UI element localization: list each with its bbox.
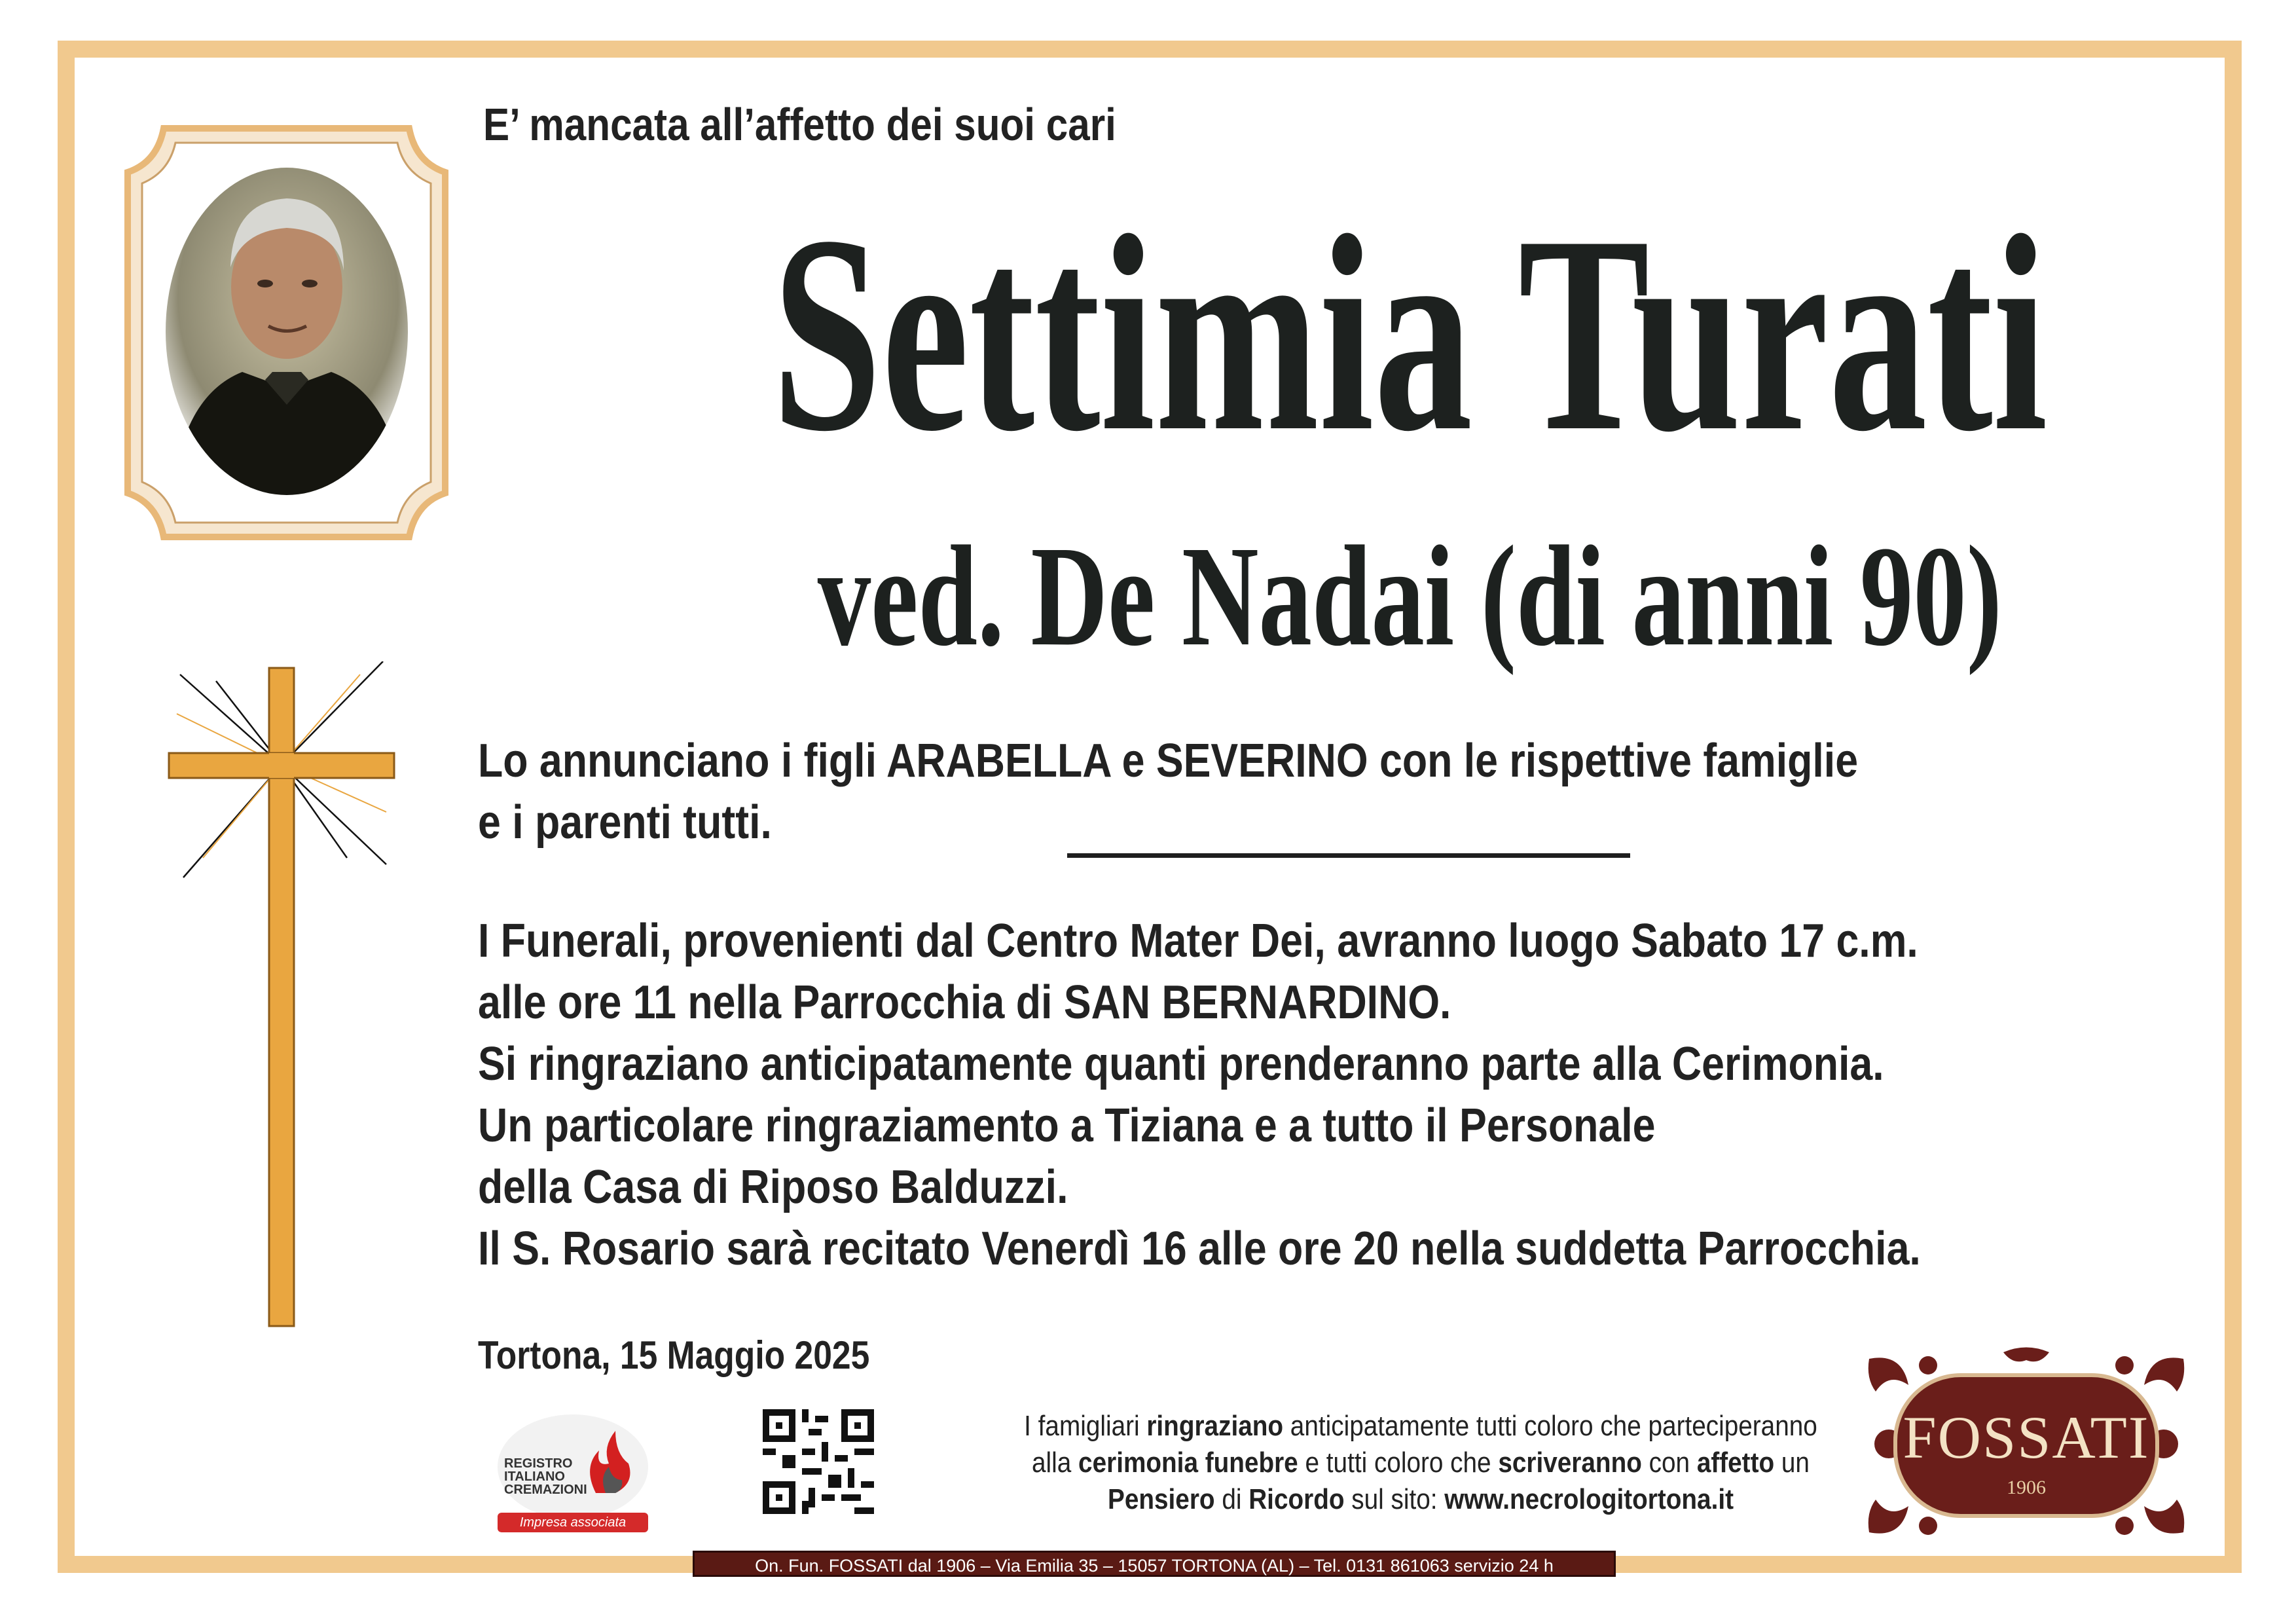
portrait-photo xyxy=(118,123,455,542)
deceased-subtitle: ved. De Nadai (di anni 90) xyxy=(817,516,2002,676)
registry-line: CREMAZIONI xyxy=(504,1483,587,1497)
brand-name: FOSSATI xyxy=(1903,1404,2150,1471)
announcement-line-2: e i parenti tutti. xyxy=(478,796,772,849)
registry-line: ITALIANO xyxy=(504,1469,565,1484)
deceased-name: Settimia Turati xyxy=(772,178,2048,490)
cross-icon xyxy=(164,661,399,1329)
brand-year: 1906 xyxy=(2007,1477,2046,1498)
divider xyxy=(1067,853,1630,858)
registry-line: REGISTRO xyxy=(504,1456,573,1471)
funeral-text xyxy=(478,910,1921,1280)
registry-logo xyxy=(498,1414,648,1532)
funeral-line: Un particolare ringraziamento a Tiziana e a tutto il Personale xyxy=(478,1099,1656,1152)
thanks-line: alla cerimonia funebre e tutti coloro che scriveranno con affetto un xyxy=(1032,1447,1810,1479)
funeral-line: Si ringraziano anticipatamente quanti prenderanno parte alla Cerimonia. xyxy=(478,1038,1884,1090)
place-date: Tortona, 15 Maggio 2025 xyxy=(478,1333,870,1377)
announcement-line-1: Lo annunciano i figli ARABELLA e SEVERINO con le rispettive famiglie xyxy=(478,735,1859,787)
funeral-line: della Casa di Riposo Balduzzi. xyxy=(478,1161,1068,1213)
registry-badge: Impresa associata xyxy=(498,1513,648,1532)
announcement-text xyxy=(478,730,1858,853)
funeral-line: Il S. Rosario sarà recitato Venerdì 16 alle ore 20 nella suddetta Parrocchia. xyxy=(478,1223,1921,1275)
footer-bar: On. Fun. FOSSATI dal 1906 – Via Emilia 35 – 15057 TORTONA (AL) – Tel. 0131 861063 servizio 24 h xyxy=(693,1551,1616,1577)
thanks-text xyxy=(914,1408,1928,1518)
qr-code-icon xyxy=(763,1409,874,1514)
thanks-line: Pensiero di Ricordo sul sito: www.necrologitortona.it xyxy=(1107,1483,1734,1515)
intro-text: E’ mancata all’affetto dei suoi cari xyxy=(483,99,1116,150)
thanks-line: I famigliari ringraziano anticipatamente tutti coloro che parteciperanno xyxy=(1024,1410,1817,1442)
funeral-line: alle ore 11 nella Parrocchia di SAN BERNARDINO. xyxy=(478,976,1451,1029)
funeral-line: I Funerali, provenienti dal Centro Mater Dei, avranno luogo Sabato 17 c.m. xyxy=(478,915,1918,967)
fossati-logo xyxy=(1863,1346,2190,1545)
website-link[interactable]: www.necrologitortona.it xyxy=(1444,1483,1734,1515)
